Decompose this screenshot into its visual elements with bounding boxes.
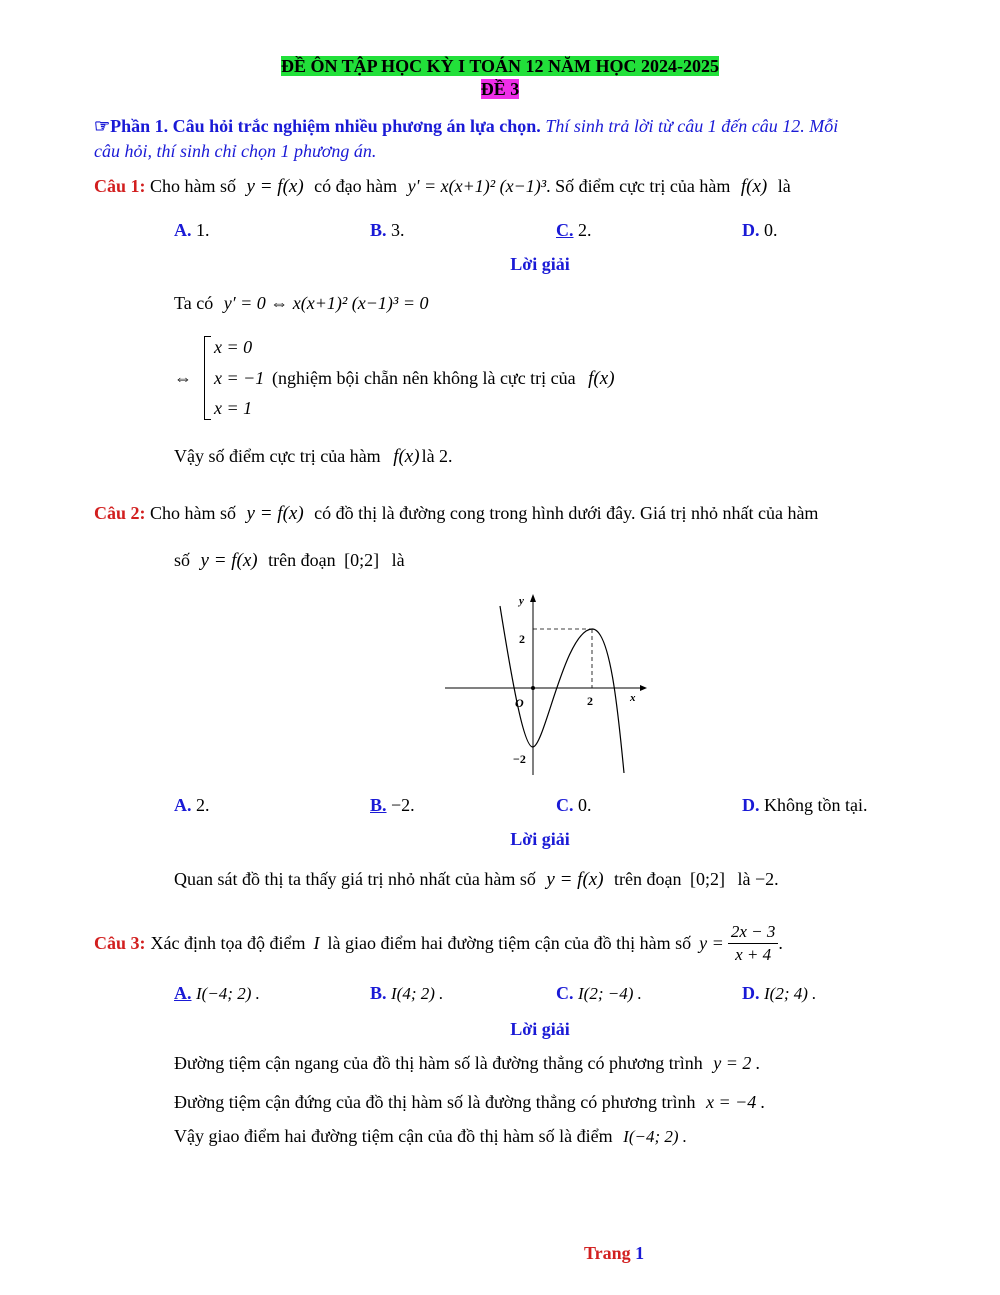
option-letter: C. — [556, 983, 574, 1003]
solution-title: Lời giải — [510, 254, 570, 274]
option-value: 2. — [196, 795, 210, 815]
system-eq-2: x = −1 — [214, 368, 265, 388]
q2-option-b[interactable] — [370, 795, 415, 816]
function-expr: y = — [699, 932, 724, 953]
stem-text: là giao điểm hai đường tiệm cận của đồ thị hàm số — [327, 932, 692, 953]
solution-title: Lời giải — [510, 1019, 570, 1039]
rational-function — [728, 921, 779, 966]
option-letter: A. — [174, 795, 192, 815]
q2-solution — [174, 869, 779, 891]
option-letter: C. — [556, 220, 574, 240]
q1-option-d[interactable] — [742, 220, 778, 241]
option-value: I(2; 4) . — [764, 984, 817, 1003]
solution-text: trên đoạn — [614, 869, 682, 889]
q1-option-a[interactable] — [174, 220, 210, 241]
q3-solution-line1 — [174, 1053, 760, 1074]
q1-option-c[interactable] — [556, 220, 592, 241]
option-letter: B. — [370, 795, 387, 815]
page-title: ĐỀ ÔN TẬP HỌC KỲ I TOÁN 12 NĂM HỌC 2024-2025 — [280, 56, 720, 76]
exam-number-label: ĐỀ 3 — [480, 79, 520, 99]
stem-text: số — [174, 550, 191, 570]
stem-text: . — [778, 932, 783, 953]
origin-point — [531, 686, 535, 690]
option-letter: B. — [370, 983, 387, 1003]
question-1-stem — [94, 176, 791, 198]
option-value: Không tồn tại. — [764, 795, 868, 815]
stem-text: là — [391, 550, 405, 570]
option-letter: D. — [742, 983, 760, 1003]
option-value: 0. — [764, 220, 778, 240]
part1-instruction-cont: câu hỏi, thí sinh chỉ chọn 1 phương án. — [94, 141, 377, 161]
stem-text: là — [777, 176, 791, 196]
option-value: I(−4; 2) . — [196, 984, 260, 1003]
option-letter: D. — [742, 795, 760, 815]
question-2-stem-cont — [174, 550, 405, 572]
x-axis-label: x — [630, 692, 636, 704]
question-label: Câu 1: — [94, 176, 146, 196]
x-axis-arrow — [640, 685, 647, 691]
solution-text: Vậy số điểm cực trị của hàm — [174, 446, 381, 466]
solution-math: I(−4; 2) . — [623, 1127, 688, 1146]
origin-label: O — [515, 696, 524, 710]
exam-number — [0, 79, 1000, 100]
q3-option-a[interactable] — [174, 983, 260, 1004]
q2-option-c[interactable] — [556, 795, 592, 816]
page-footer — [584, 1243, 644, 1264]
point-name: I — [313, 932, 320, 953]
function-expr: y = f(x) — [246, 503, 304, 524]
q3-option-b[interactable] — [370, 983, 443, 1004]
option-value: 1. — [196, 220, 210, 240]
solution-math: y = 2 . — [713, 1053, 761, 1073]
y-axis-label: y — [519, 595, 524, 607]
option-letter: D. — [742, 220, 760, 240]
option-value: −2. — [391, 795, 415, 815]
q3-solution-line3 — [174, 1126, 687, 1147]
header — [0, 56, 1000, 77]
function-expr: y = f(x) — [546, 869, 604, 890]
fraction-numerator: 2x − 3 — [728, 921, 779, 944]
part1-heading: Phần 1. Câu hỏi trắc nghiệm nhiều phương án lựa chọn. — [110, 116, 541, 136]
stem-text: Cho hàm số — [150, 503, 237, 523]
system-note — [272, 368, 615, 390]
function-expr: y = f(x) — [200, 550, 258, 571]
function-expr: f(x) — [588, 368, 615, 389]
option-value: 3. — [391, 220, 405, 240]
option-value: 2. — [578, 220, 592, 240]
part1-heading-line — [94, 116, 838, 137]
solution-math: y′ = 0 ⇔ x(x+1)² (x−1)³ = 0 — [223, 293, 429, 313]
q3-option-c[interactable] — [556, 983, 642, 1004]
stem-text: có đồ thị là đường cong trong hình dưới đây. Giá trị nhỏ nhất của hàm — [314, 503, 819, 523]
solution-text: Ta có — [174, 293, 214, 313]
x-tick-2: 2 — [587, 694, 593, 708]
part1-instruction: Thí sinh trả lời từ câu 1 đến câu 12. Mỗi — [545, 116, 839, 136]
option-value: 0. — [578, 795, 592, 815]
page-label: Trang — [584, 1243, 631, 1263]
option-value: I(2; −4) . — [578, 984, 642, 1003]
derivative-expr: y' = x(x+1)² (x−1)³ — [407, 176, 547, 196]
option-letter: B. — [370, 220, 387, 240]
y-tick-2: 2 — [519, 632, 525, 646]
question-label: Câu 2: — [94, 503, 146, 523]
interval: [0;2] — [344, 550, 380, 570]
hand-pointer-icon: ☞ — [94, 116, 111, 136]
equivalence-icon: ⇔ — [174, 368, 192, 388]
q1-solution-line1 — [174, 293, 428, 314]
question-label: Câu 3: — [94, 932, 146, 953]
stem-text: trên đoạn — [268, 550, 336, 570]
function-graph — [440, 590, 650, 780]
option-letter: A. — [174, 983, 192, 1003]
stem-text: có đạo hàm — [314, 176, 398, 196]
stem-text: Cho hàm số — [150, 176, 237, 196]
q3-solution-line2 — [174, 1092, 765, 1113]
system-eq-3: x = 1 — [214, 398, 253, 418]
q2-option-a[interactable] — [174, 795, 210, 816]
solution-text: Đường tiệm cận đứng của đồ thị hàm số là đường thẳng có phương trình — [174, 1092, 696, 1112]
system-eq-1: x = 0 — [214, 337, 253, 357]
stem-text: . Số điểm cực trị của hàm — [546, 176, 731, 196]
question-3-stem — [94, 918, 783, 968]
question-2-stem — [94, 503, 818, 525]
q1-conclusion — [174, 446, 453, 468]
y-tick-neg2: −2 — [513, 752, 526, 766]
interval: [0;2] — [690, 869, 726, 889]
note-text: (nghiệm bội chẵn nên không là cực trị của — [272, 368, 576, 388]
solution-text: là −2. — [737, 869, 779, 889]
fraction-denominator: x + 4 — [735, 944, 772, 964]
option-letter: C. — [556, 795, 574, 815]
function-expr: f(x) — [740, 176, 768, 197]
page-number: 1 — [635, 1243, 645, 1263]
q3-option-d[interactable] — [742, 983, 816, 1004]
solution-title: Lời giải — [510, 829, 570, 849]
option-letter: A. — [174, 220, 192, 240]
solution-text: là 2. — [421, 446, 453, 466]
function-expr: y = f(x) — [246, 176, 304, 197]
function-expr: f(x) — [393, 446, 420, 467]
solution-text: Quan sát đồ thị ta thấy giá trị nhỏ nhất của hàm số — [174, 869, 536, 889]
option-value: I(4; 2) . — [391, 984, 444, 1003]
solution-text: Đường tiệm cận ngang của đồ thị hàm số là đường thẳng có phương trình — [174, 1053, 703, 1073]
bracket — [204, 336, 211, 420]
q1-option-b[interactable] — [370, 220, 405, 241]
solution-math: x = −4 . — [706, 1092, 766, 1112]
y-axis-arrow — [530, 594, 536, 602]
stem-text: Xác định tọa độ điểm — [150, 932, 306, 953]
solution-text: Vậy giao điểm hai đường tiệm cận của đồ thị hàm số là điểm — [174, 1126, 613, 1146]
q2-option-d[interactable] — [742, 795, 868, 816]
